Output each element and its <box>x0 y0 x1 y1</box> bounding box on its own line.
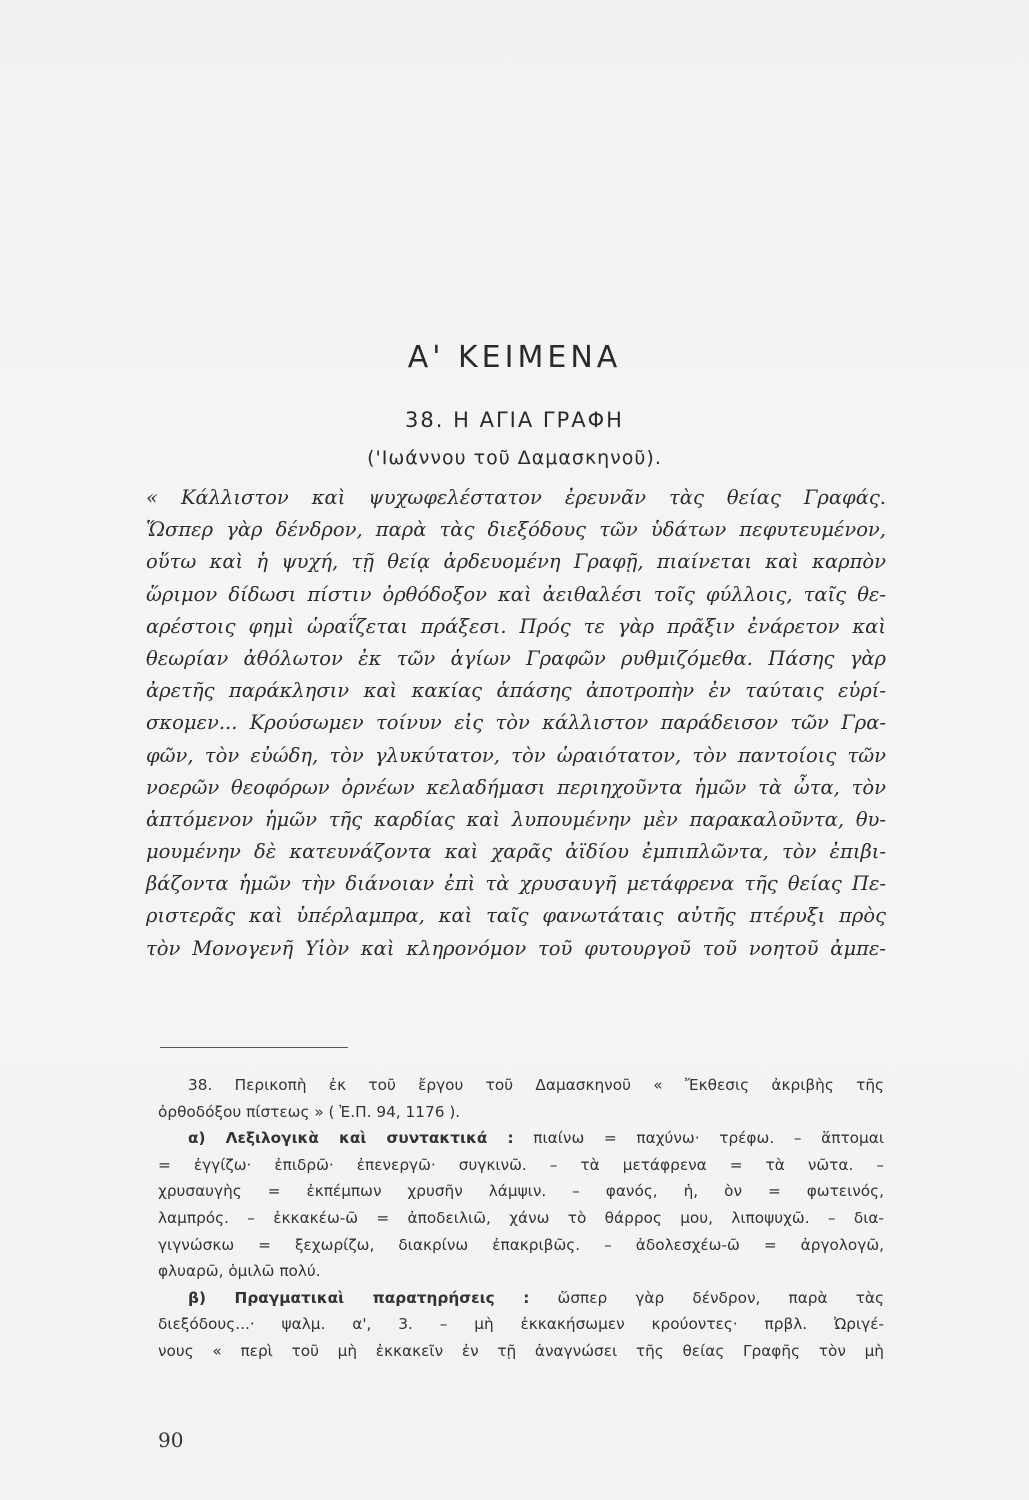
note-label-factual: β) Πραγματικαὶ παρατηρήσεις : <box>188 1288 530 1307</box>
note-line: χρυσαυγὴς = ἐκπέμπων χρυσῆν λάμψιν. – φανός, ἡ, ὸν = φωτεινός, <box>158 1182 884 1201</box>
page-number: 90 <box>158 1428 184 1452</box>
note-text: ὥσπερ γὰρ δένδρον, παρὰ τὰς <box>529 1288 884 1307</box>
note-line: διεξόδους...· ψαλμ. α', 3. – μὴ ἐκκακήσωμεν κρούοντες· πρβλ. Ὠριγέ- <box>158 1315 884 1334</box>
text-line: σκομεν... Κρούσωμεν τοίνυν εἰς τὸν κάλλιστον παράδεισον τῶν Γρα- <box>146 711 886 735</box>
note-line: νους « περὶ τοῦ μὴ ἐκκακεῖν ἐν τῇ ἀναγνώσει τῆς θείας Γραφῆς τὸν μὴ <box>158 1341 884 1360</box>
text-line: βάζοντα ἡμῶν τὴν διάνοιαν ἐπὶ τὰ χρυσαυγῆ μετάφρενα τῆς θείας Πε- <box>146 872 886 896</box>
note-line: φλυαρῶ, ὁμιλῶ πολύ. <box>158 1262 321 1281</box>
text-line: ἁπτόμενον ἡμῶν τῆς καρδίας καὶ λυπουμένην μὲν παρακαλοῦντα, θυ- <box>146 807 886 831</box>
text-line: αρέστοις φημὶ ὡραΐζεται πράξεσι. Πρός τε γὰρ πρᾶξιν ἐνάρετον καὶ <box>146 614 886 638</box>
text-line: τὸν Μονογενῆ Υἱὸν καὶ κληρονόμον τοῦ φυτουργοῦ τοῦ νοητοῦ ἀμπε- <box>146 936 886 960</box>
footnote-separator <box>160 1047 348 1048</box>
text-line: νοερῶν θεοφόρων ὀρνέων κελαδήμασι περιηχοῦντα ἡμῶν τὰ ὦτα, τὸν <box>146 775 886 799</box>
note-text: πιαίνω = παχύνω· τρέφω. – ἅπτομαι <box>513 1129 884 1148</box>
text-line: θεωρίαν ἀθόλωτον ἐκ τῶν ἁγίων Γραφῶν ρυθμιζόμεθα. Πάσης γὰρ <box>146 646 886 670</box>
note-line: λαμπρός. – ἐκκακέω-ῶ = ἀποδειλιῶ, χάνω τὸ θάρρος μου, λιποψυχῶ. – δια- <box>158 1208 884 1227</box>
text-line: « Κάλλιστον καὶ ψυχωφελέστατον ἐρευνᾶν τὰς θείας Γραφάς. <box>146 486 886 509</box>
footnotes <box>158 1072 884 1365</box>
main-text <box>146 482 886 965</box>
text-line: Ὥσπερ γὰρ δένδρον, παρὰ τὰς διεξόδους τῶν ὑδάτων πεφυτευμένον, <box>146 518 886 542</box>
note-line: = ἐγγίζω· ἐπιδρῶ· ἐπενεργῶ· συγκινῶ. – τὰ μετάφρενα = τὰ νῶτα. – <box>158 1155 884 1174</box>
author-subheading: ('Ιωάννου τοῦ Δαμασκηνοῦ). <box>367 447 662 469</box>
text-line: ἀρετῆς παράκλησιν καὶ κακίας ἁπάσης ἀποτροπὴν ἐν ταύταις εὑρί- <box>146 679 886 703</box>
text-line: οὕτω καὶ ἡ ψυχή, τῇ θείᾳ ἀρδευομένη Γραφῇ, πιαίνεται καὶ καρπὸν <box>146 550 886 574</box>
note-line: γιγνώσκω = ξεχωρίζω, διακρίνω ἐπακριβῶς. – ἀδολεσχέω-ῶ = ἀργολογῶ, <box>158 1235 884 1254</box>
text-line: μουμένην δὲ κατευνάζοντα καὶ χαρᾶς ἀϊδίου ἐμπιπλῶντα, τὸν ἐπιβι- <box>146 840 886 864</box>
text-line: φῶν, τὸν εὐώδη, τὸν γλυκύτατον, τὸν ὡραιότατον, τὸν παντοίοις τῶν <box>146 743 886 767</box>
section-title: Α' ΚΕΙΜΕΝΑ <box>407 340 622 375</box>
text-line: ὥριμον δίδωσι πίστιν ὀρθόδοξον καὶ ἀειθαλέσι τοῖς φύλλοις, ταῖς θε- <box>146 582 886 606</box>
note-label-lexical: α) Λεξιλογικὰ καὶ συντακτικά : <box>188 1129 514 1148</box>
chapter-heading: 38. Η ΑΓΙΑ ΓΡΑΦΗ <box>405 408 624 432</box>
note-line-factual <box>158 1285 884 1312</box>
text-line: ριστερᾶς καὶ ὑπέρλαμπρα, καὶ ταῖς φανωτάταις αὐτῆς πτέρυξι πρὸς <box>146 904 886 928</box>
note-line-lexical <box>158 1125 884 1152</box>
note-line: ὀρθοδόξου πίστεως » ( Ἐ.Π. 94, 1176 ). <box>158 1102 461 1121</box>
note-line: 38. Περικοπὴ ἐκ τοῦ ἔργου τοῦ Δαμασκηνοῦ « Ἔκθεσις ἀκριβὴς τῆς <box>188 1076 884 1094</box>
